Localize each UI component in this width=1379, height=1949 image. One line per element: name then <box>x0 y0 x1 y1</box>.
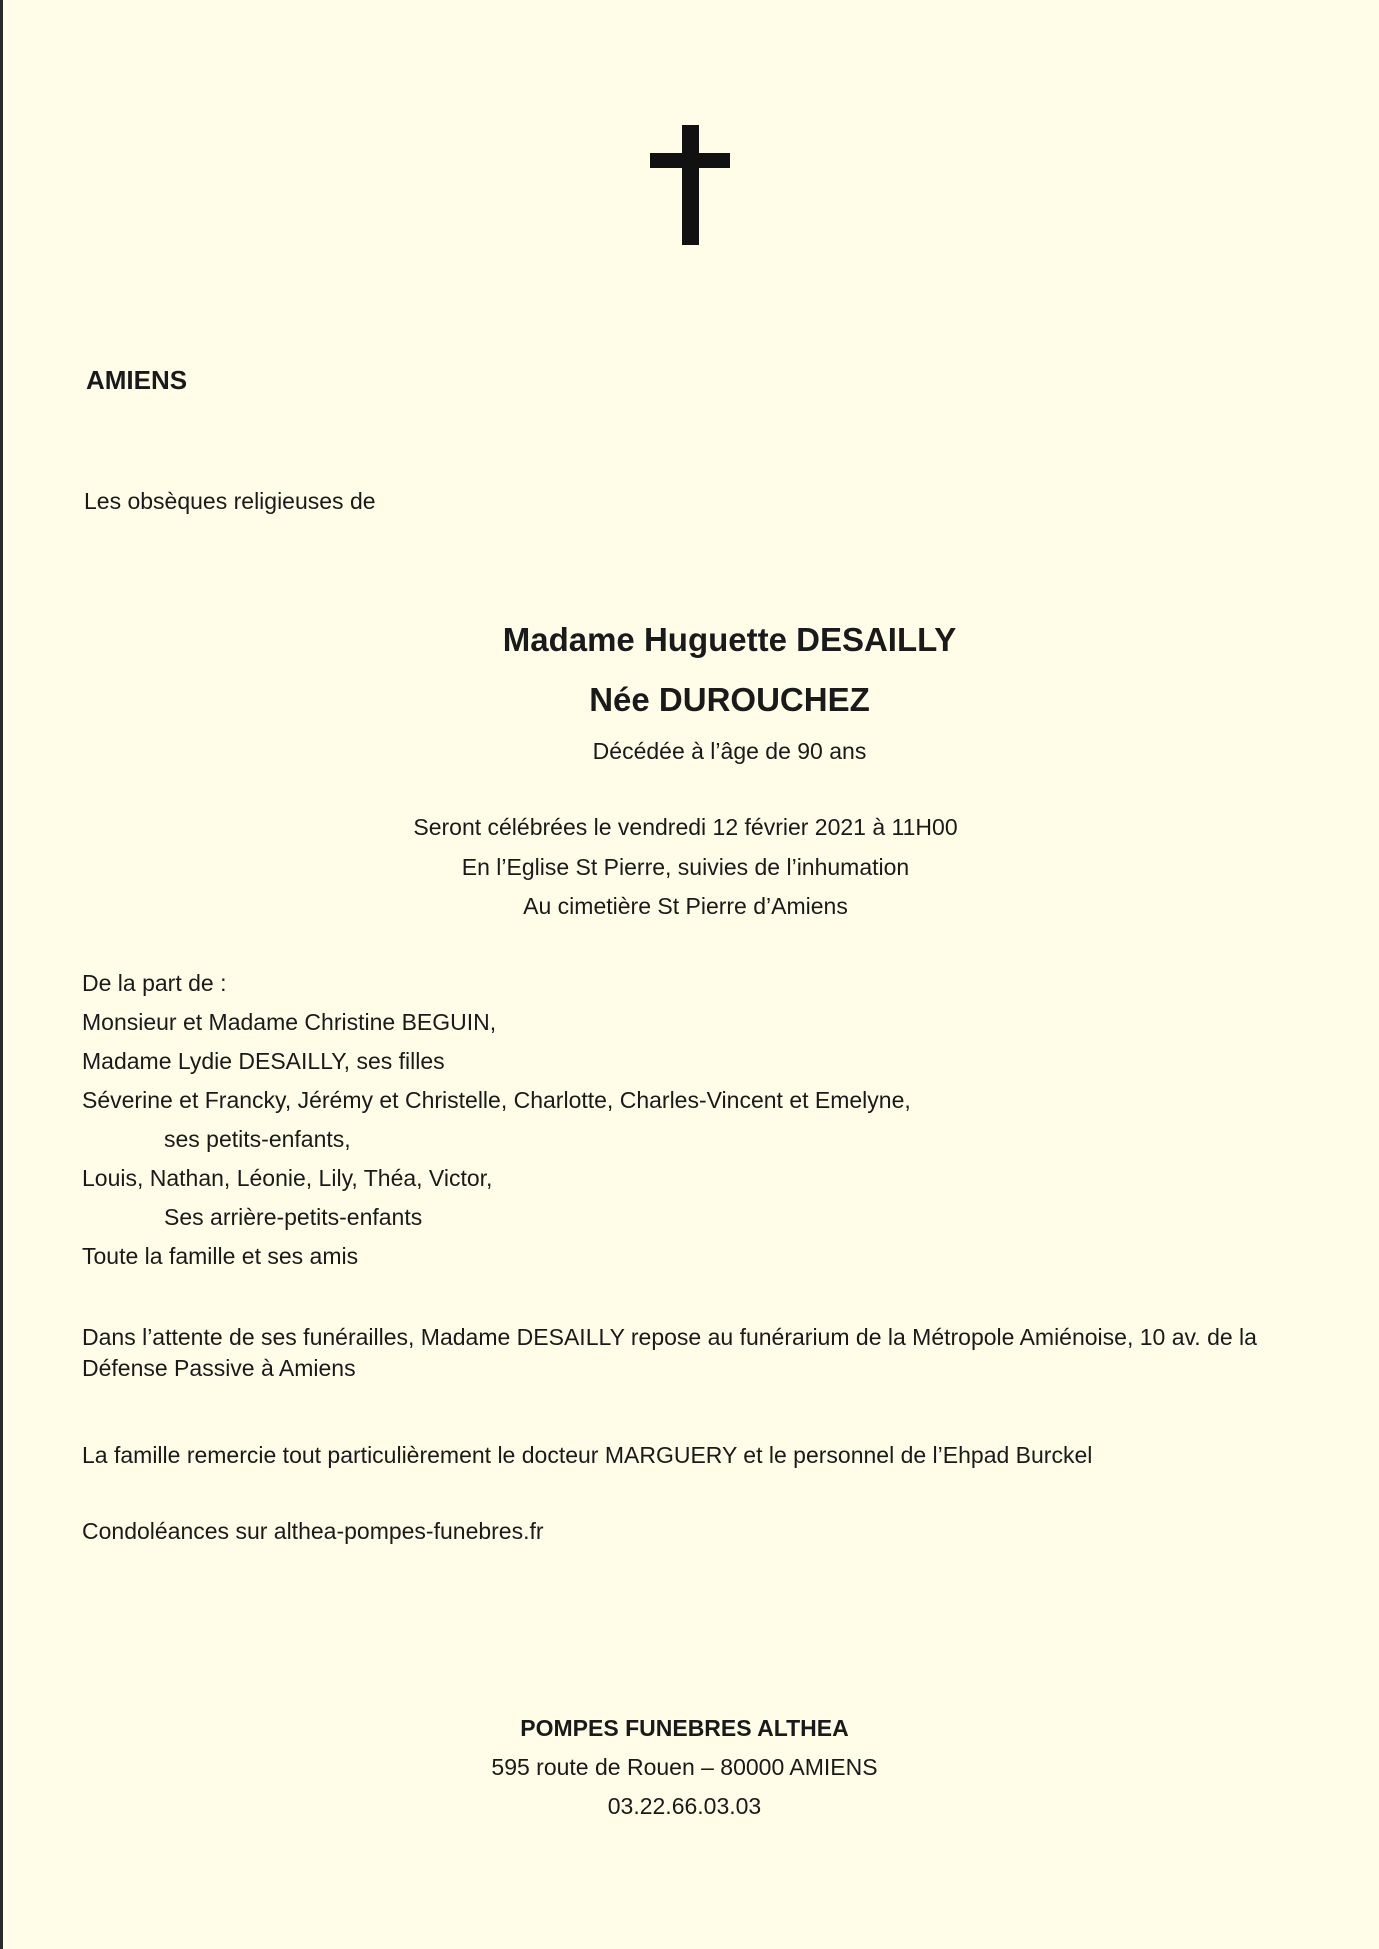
family-heading: De la part de : <box>82 970 227 996</box>
page-edge <box>0 0 3 1949</box>
ceremony-line-2: En l’Eglise St Pierre, suivies de l’inhumation <box>461 854 910 880</box>
family-line: Ses arrière-petits-enfants <box>164 1204 423 1230</box>
age-line: Décédée à l’âge de 90 ans <box>592 738 867 764</box>
ceremony-line-1: Seront célébrées le vendredi 12 février 2021 à 11H00 <box>413 814 958 840</box>
company-name: POMPES FUNEBRES ALTHEA <box>520 1715 849 1741</box>
family-line: Toute la famille et ses amis <box>82 1243 359 1269</box>
city-heading: AMIENS <box>86 365 188 395</box>
rest-notice: Dans l’attente de ses funérailles, Madame DESAILLY repose au funérarium de la Métropole Amiénoise, 10 av. de la Défense Passive à Amiens <box>82 1324 1257 1381</box>
family-line: Madame Lydie DESAILLY, ses filles <box>82 1048 445 1074</box>
ceremony-line-3: Au cimetière St Pierre d’Amiens <box>523 893 848 919</box>
deceased-name: Madame Huguette DESAILLY <box>502 621 957 658</box>
intro-text: Les obsèques religieuses de <box>84 488 376 514</box>
family-line: ses petits-enfants, <box>164 1126 351 1152</box>
thanks-text: La famille remercie tout particulièrement le docteur MARGUERY et le personnel de l’Ehpad Burckel <box>82 1442 1093 1468</box>
family-line: Monsieur et Madame Christine BEGUIN, <box>82 1009 497 1035</box>
family-line: Séverine et Francky, Jérémy et Christelle, Charlotte, Charles-Vincent et Emelyne, <box>82 1087 911 1113</box>
company-address: 595 route de Rouen – 80000 AMIENS <box>491 1754 878 1780</box>
company-phone: 03.22.66.03.03 <box>607 1793 762 1819</box>
maiden-name: Née DUROUCHEZ <box>589 681 870 718</box>
condolences-text: Condoléances sur althea-pompes-funebres.fr <box>82 1518 544 1544</box>
cross-icon <box>650 125 730 245</box>
family-line: Louis, Nathan, Léonie, Lily, Théa, Victor, <box>82 1165 493 1191</box>
